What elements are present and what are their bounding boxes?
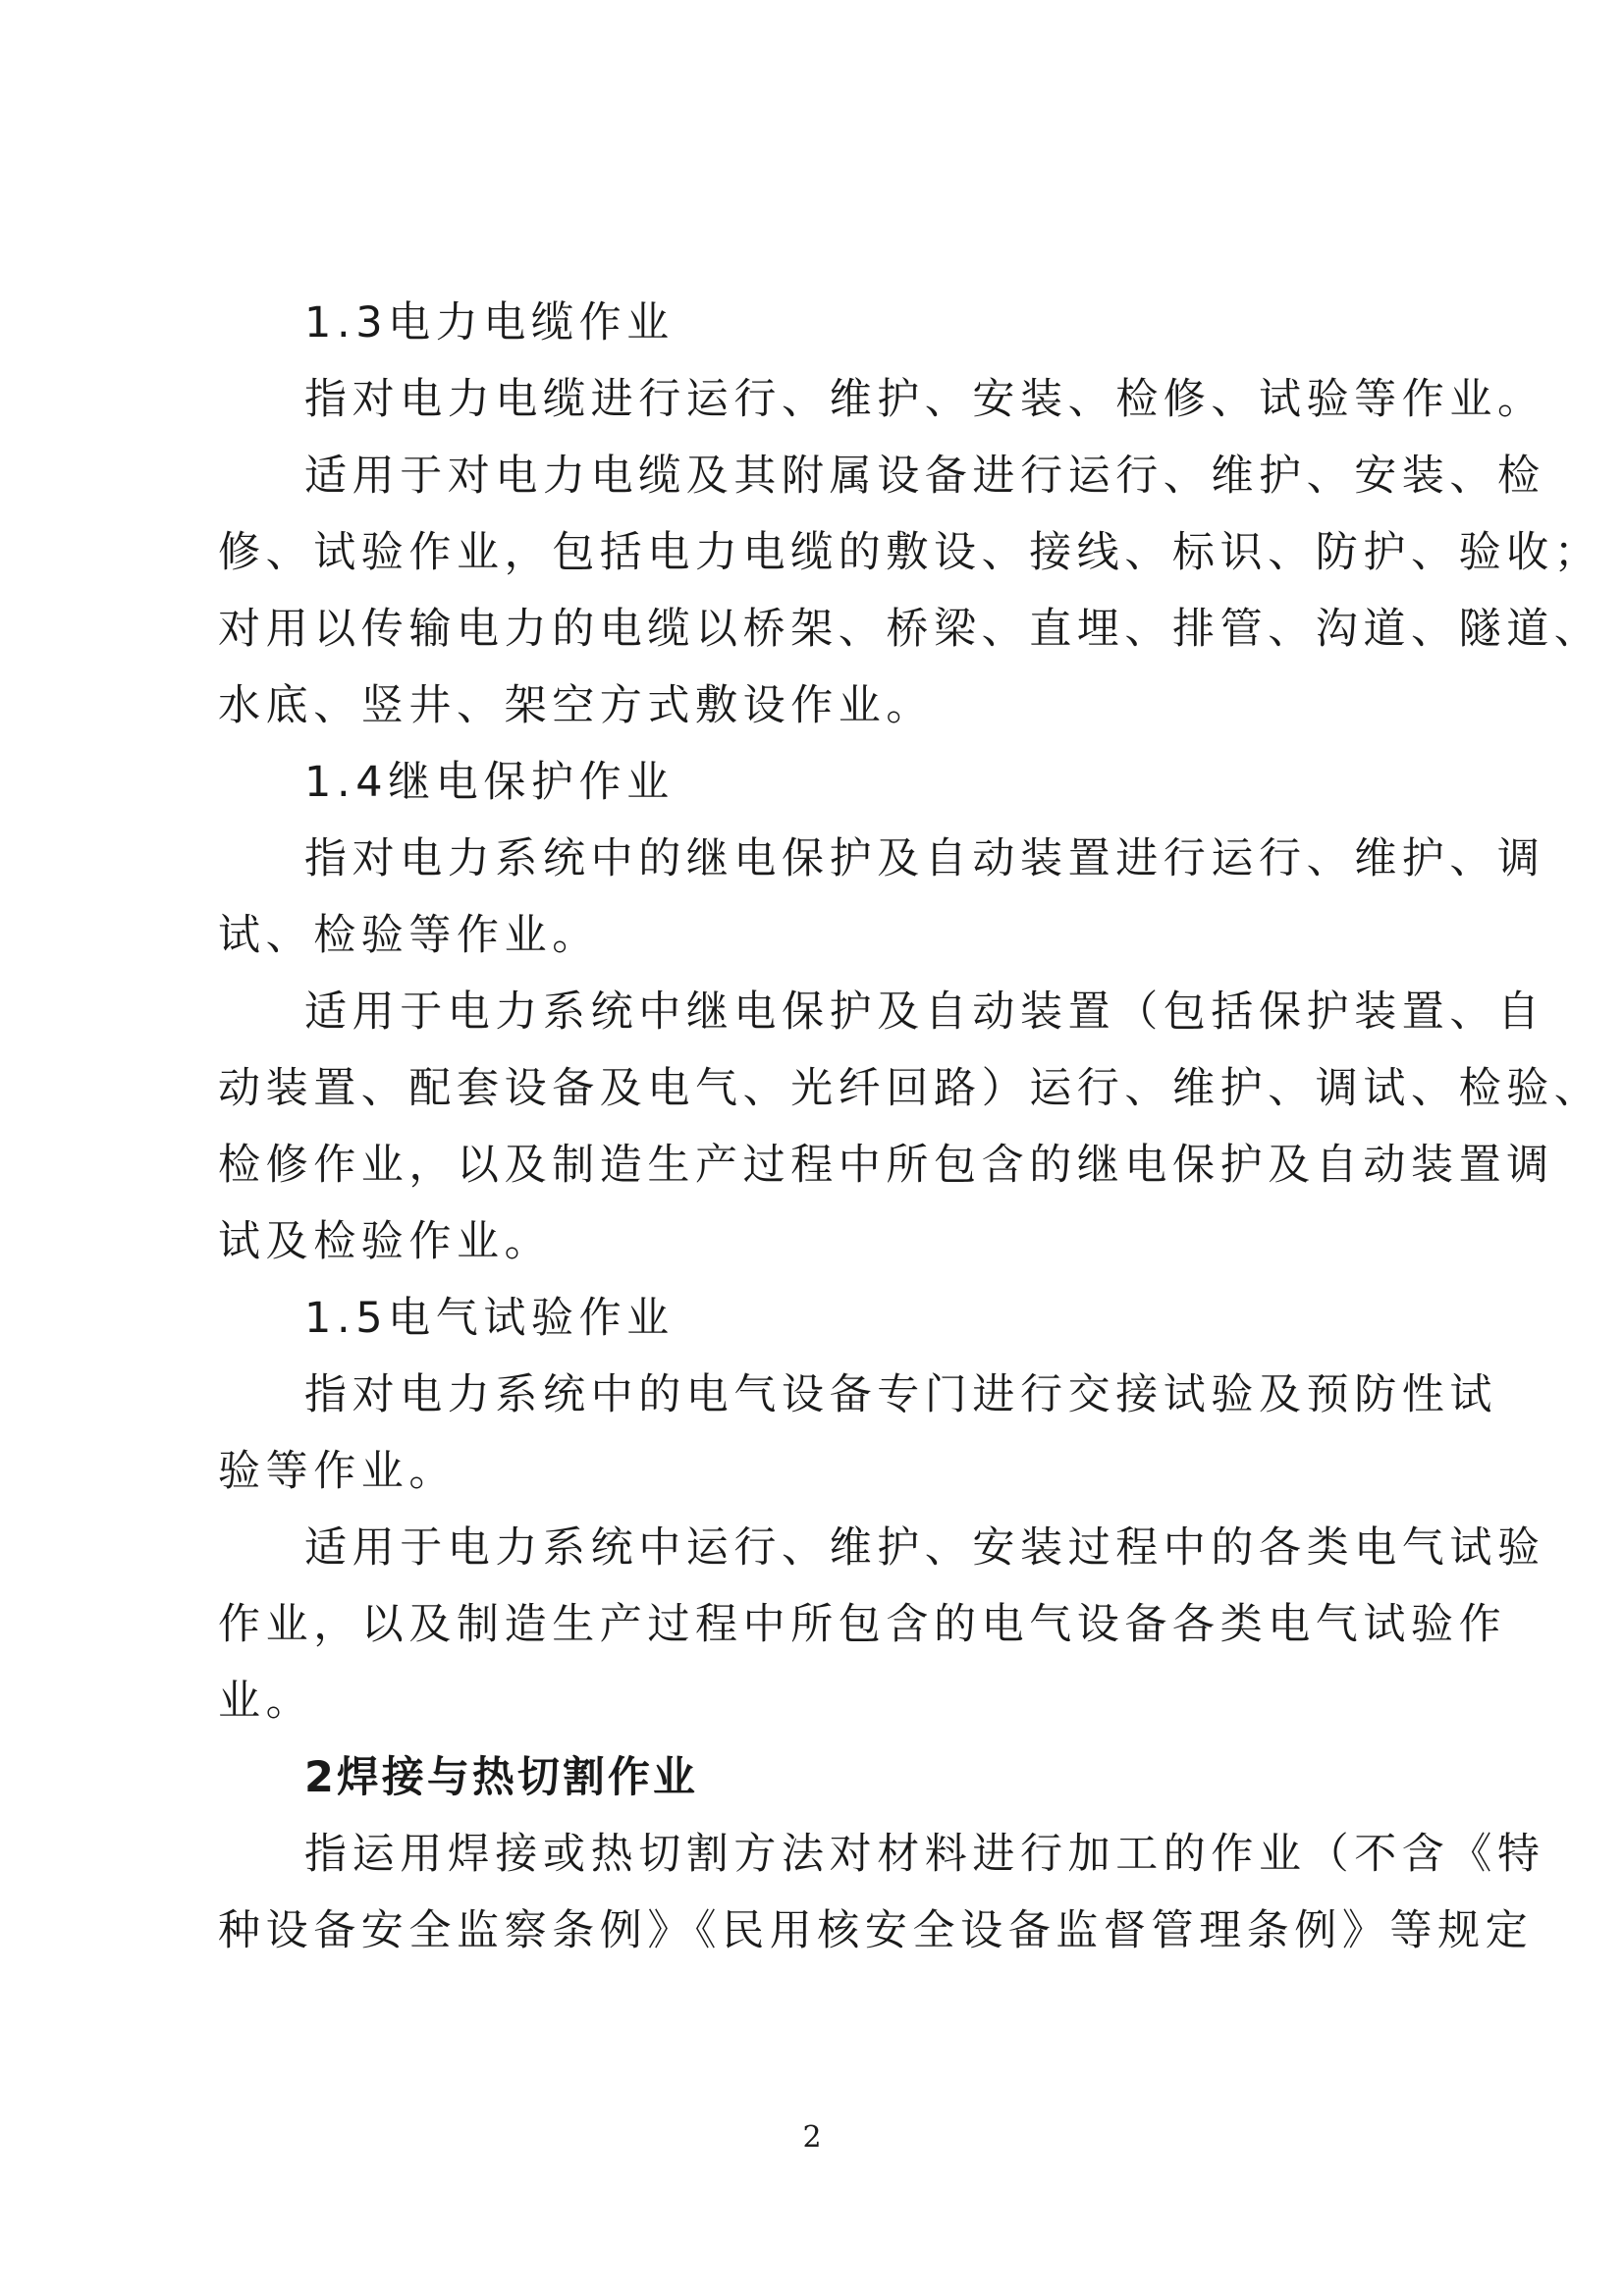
paragraph-line: 验等作业。 xyxy=(218,1447,457,1496)
paragraph-line: 种设备安全监察条例》《民用核安全设备监督管理条例》等规定 xyxy=(218,1906,1534,1955)
paragraph-line: 修、试验作业，包括电力电缆的敷设、接线、标识、防护、验收； xyxy=(218,528,1602,577)
paragraph-line: 适用于对电力电缆及其附属设备进行运行、维护、安装、检 xyxy=(304,452,1545,501)
paragraph-line: 水底、竖井、架空方式敷设作业。 xyxy=(218,681,934,730)
paragraph-line: 试、检验等作业。 xyxy=(218,911,600,960)
paragraph-line: 适用于电力系统中继电保护及自动装置（包括保护装置、自 xyxy=(304,988,1545,1037)
paragraph-line: 检修作业，以及制造生产过程中所包含的继电保护及自动装置调 xyxy=(218,1141,1554,1190)
paragraph-line: 适用于电力系统中运行、维护、安装过程中的各类电气试验 xyxy=(304,1523,1545,1573)
document-body xyxy=(218,285,1602,1969)
paragraph-line: 试及检验作业。 xyxy=(218,1217,553,1266)
paragraph-line: 指对电力系统中的电气设备专门进行交接试验及预防性试 xyxy=(304,1370,1497,1419)
paragraph-line: 动装置、配套设备及电气、光纤回路）运行、维护、调试、检验、 xyxy=(218,1064,1602,1113)
paragraph-line: 对用以传输电力的电缆以桥架、桥梁、直埋、排管、沟道、隧道、 xyxy=(218,605,1602,654)
section-heading-2: 2焊接与热切割作业 xyxy=(304,1753,698,1802)
section-heading-1-3: 1.3电力电缆作业 xyxy=(304,298,675,347)
section-heading-1-4: 1.4继电保护作业 xyxy=(304,758,675,807)
paragraph-line: 指运用焊接或热切割方法对材料进行加工的作业（不含《特 xyxy=(304,1830,1545,1879)
paragraph-line: 指对电力系统中的继电保护及自动装置进行运行、维护、调 xyxy=(304,834,1545,883)
paragraph-line: 指对电力电缆进行运行、维护、安装、检修、试验等作业。 xyxy=(304,375,1545,424)
page-number: 2 xyxy=(802,2120,822,2155)
paragraph-line: 作业，以及制造生产过程中所包含的电气设备各类电气试验作 xyxy=(218,1600,1507,1649)
paragraph-line: 业。 xyxy=(218,1677,314,1726)
section-heading-1-5: 1.5电气试验作业 xyxy=(304,1294,675,1343)
